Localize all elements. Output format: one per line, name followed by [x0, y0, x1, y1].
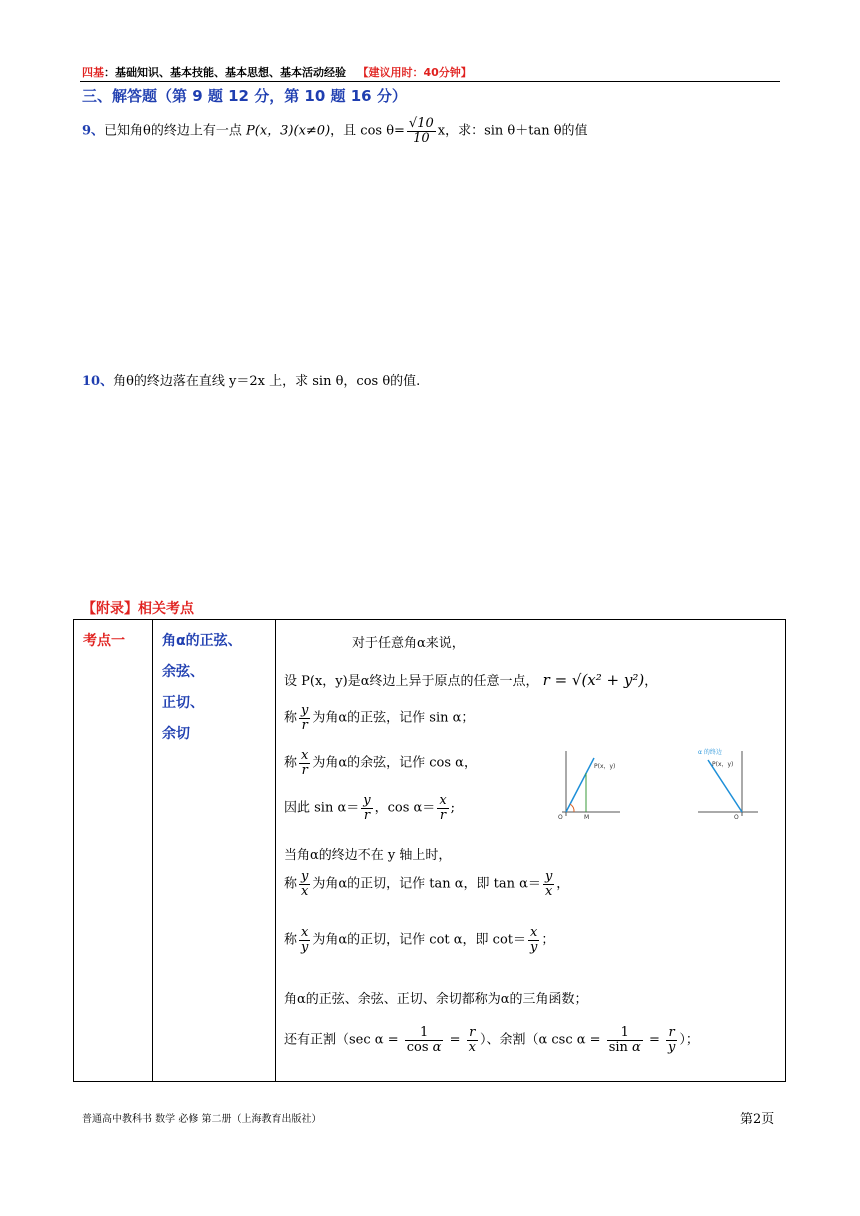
content-condition: 当角α的终边不在 y 轴上时，	[284, 848, 452, 863]
fig2-origin: O	[734, 814, 739, 820]
q9-fraction	[407, 117, 436, 145]
content-summary: 角α的正弦、余弦、正切、余切都称为α的三角函数；	[284, 992, 588, 1007]
point-label: 考点一	[83, 633, 125, 649]
q9-text-b: ，且 cos θ=	[330, 123, 405, 139]
content-cell	[276, 620, 786, 1082]
point-label-cell	[74, 620, 153, 1082]
sine-def-text: 为角α的正弦，记作 sin α；	[312, 710, 475, 726]
footer-book-title: 普通高中教科书 数学 必修 第二册（上海教育出版社）	[82, 1114, 322, 1125]
content-cosine-def: 称 $\frac{x}{r}$ 为角α的余弦，记作 cos α，	[284, 748, 477, 778]
therefore-a: 因此 sin α＝	[284, 800, 360, 816]
topic-line: 正切、	[162, 695, 204, 711]
content-therefore: 因此 sin α＝ $\frac{y}{r}$ ，cos α＝ $\frac{x}{r}$ ;	[284, 793, 456, 823]
fig1-point-label: P(x，y)	[594, 763, 616, 770]
header-time-hint: 【建议用时：40分钟】	[357, 66, 472, 79]
header-divider	[80, 81, 780, 82]
cosine-def-text: 为角α的余弦，记作 cos α，	[312, 755, 477, 771]
cheng: 称	[284, 876, 298, 892]
q10-number: 10、	[82, 374, 114, 389]
topic-line: 角α的正弦、	[162, 633, 242, 649]
content-sec-csc: 还有正割（sec α = $\frac{1}{\text{cos α}}$ = $\frac{r}{x}$ ）、余割（α csc α = $\frac{1}{\text{sin α}}$ = $\frac{r}{y}$ ）；	[284, 1025, 699, 1055]
topic-cell	[153, 620, 276, 1082]
define-point-text: 设 P(x，y)是α终边上异于原点的任意一点，	[284, 674, 539, 689]
header-prefix: 四基	[82, 66, 104, 79]
end-text: ）；	[679, 1032, 699, 1048]
q9-frac-num: √10	[408, 116, 434, 131]
content-cotangent-def: 称 $\frac{x}{y}$ 为角α的正切，记作 cot α，即 cot＝ $\frac{x}{y}$ ；	[284, 925, 555, 955]
question-10	[82, 370, 420, 389]
topic-line: 余切	[162, 726, 190, 742]
appendix-title	[82, 598, 194, 618]
terminal-side-figure-1	[554, 748, 626, 820]
topic-line: 余弦、	[162, 664, 204, 680]
csc-text: ）、余割（α csc α =	[479, 1032, 601, 1048]
cheng: 称	[284, 755, 298, 771]
q9-number: 9、	[82, 123, 105, 139]
cheng: 称	[284, 932, 298, 948]
page-header	[82, 64, 472, 80]
fig1-origin: O	[558, 814, 563, 820]
r-formula: r = √(x² + y²)	[542, 671, 645, 689]
content-define-point: 设 P(x，y)是α终边上异于原点的任意一点， r = √(x² + y²)，	[284, 671, 658, 689]
q9-text-a: 已知角θ的终边上有一点	[104, 123, 247, 139]
footer-page-number: 第2页	[740, 1112, 775, 1127]
appendix-bracket: 【附录】	[82, 601, 138, 617]
content-intro: 对于任意角α来说，	[352, 636, 465, 651]
fig2-point-label: P(x，y)	[712, 761, 734, 768]
sec-text: 还有正割（sec α =	[284, 1032, 399, 1048]
knowledge-table	[73, 619, 786, 1082]
appendix-title-text: 相关考点	[138, 601, 194, 617]
section-title: 三、解答题（第 9 题 12 分，第 10 题 16 分）	[82, 87, 407, 105]
content-tangent-def: 称 $\frac{y}{x}$ 为角α的正切，记作 tan α，即 tan α＝ $\frac{y}{x}$ ，	[284, 869, 570, 899]
terminal-side-figure-2	[696, 748, 760, 820]
fig2-title: α 的终边	[698, 749, 722, 756]
fig1-m: M	[584, 814, 590, 820]
question-9	[82, 117, 588, 145]
cheng: 称	[284, 710, 298, 726]
q9-point: P(x，3)(x≠0)	[246, 123, 331, 139]
therefore-b: ，cos α＝	[374, 800, 436, 816]
header-text: ：基础知识、基本技能、基本思想、基本活动经验	[104, 66, 346, 79]
tangent-def-text: 为角α的正切，记作 tan α，即 tan α＝	[312, 876, 541, 892]
q10-text: 角θ的终边落在直线 y＝2x 上，求 sin θ，cos θ的值.	[113, 374, 421, 389]
content-sine-def: 称 $\frac{y}{r}$ 为角α的正弦，记作 sin α；	[284, 703, 475, 733]
q9-frac-den: 10	[413, 130, 430, 146]
cotangent-def-text: 为角α的正切，记作 cot α，即 cot＝	[312, 932, 526, 948]
q9-text-c: x，求：sin θ＋tan θ的值	[437, 123, 588, 139]
